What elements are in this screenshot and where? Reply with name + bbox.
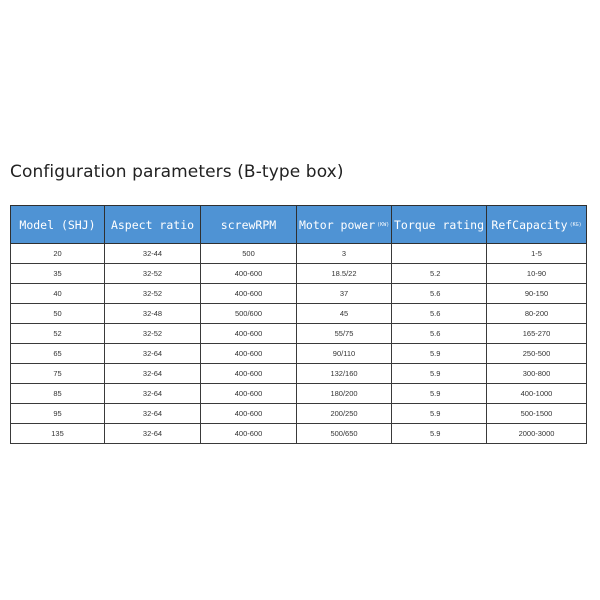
screw-rpm-cell: 400-600: [201, 264, 297, 284]
screw-rpm-cell: 400-600: [201, 324, 297, 344]
motor-power-cell: 3: [297, 244, 392, 264]
table-row: [11, 384, 587, 404]
screw-rpm-cell: 400-600: [201, 364, 297, 384]
table-row: [11, 424, 587, 444]
table-body: [11, 244, 587, 444]
column-header-label: Torque rating: [394, 217, 485, 232]
aspect-ratio-cell: 32-52: [105, 324, 201, 344]
motor-power-cell: 180/200: [297, 384, 392, 404]
header-screw-rpm: [201, 206, 297, 244]
screw-rpm-cell: 400-600: [201, 424, 297, 444]
model-cell: 85: [11, 384, 105, 404]
ref-capacity-cell: 1-5: [487, 244, 587, 264]
motor-power-cell: 200/250: [297, 404, 392, 424]
column-header-label: Motor power: [299, 217, 376, 232]
model-cell: 135: [11, 424, 105, 444]
config-parameters-table: [10, 205, 587, 444]
aspect-ratio-cell: 32-48: [105, 304, 201, 324]
aspect-ratio-cell: 32-52: [105, 264, 201, 284]
ref-capacity-cell: 500-1500: [487, 404, 587, 424]
model-cell: 40: [11, 284, 105, 304]
table-row: [11, 304, 587, 324]
table-row: [11, 264, 587, 284]
ref-capacity-cell: 10-90: [487, 264, 587, 284]
torque-rating-cell: 5.9: [392, 404, 487, 424]
torque-rating-cell: 5.6: [392, 324, 487, 344]
table-row: [11, 404, 587, 424]
header-model: [11, 206, 105, 244]
screw-rpm-cell: 400-600: [201, 404, 297, 424]
ref-capacity-cell: 90-150: [487, 284, 587, 304]
ref-capacity-cell: 2000-3000: [487, 424, 587, 444]
model-cell: 50: [11, 304, 105, 324]
table-row: [11, 344, 587, 364]
header-aspect-ratio: [105, 206, 201, 244]
torque-rating-cell: 5.6: [392, 284, 487, 304]
motor-power-cell: 90/110: [297, 344, 392, 364]
torque-rating-cell: 5.6: [392, 304, 487, 324]
model-cell: 35: [11, 264, 105, 284]
ref-capacity-cell: 400-1000: [487, 384, 587, 404]
header-ref-capacity: [487, 206, 587, 244]
motor-power-cell: 500/650: [297, 424, 392, 444]
torque-rating-cell: 5.9: [392, 384, 487, 404]
screw-rpm-cell: 400-600: [201, 284, 297, 304]
torque-rating-cell: 5.9: [392, 344, 487, 364]
column-header-label: RefCapacity: [491, 217, 568, 232]
motor-power-cell: 55/75: [297, 324, 392, 344]
ref-capacity-cell: 300-800: [487, 364, 587, 384]
torque-rating-cell: [392, 244, 487, 264]
screw-rpm-cell: 500/600: [201, 304, 297, 324]
table-header-row: [11, 206, 587, 244]
aspect-ratio-cell: 32-44: [105, 244, 201, 264]
torque-rating-cell: 5.9: [392, 364, 487, 384]
table-row: [11, 244, 587, 264]
screw-rpm-cell: 500: [201, 244, 297, 264]
model-cell: 20: [11, 244, 105, 264]
motor-power-cell: 45: [297, 304, 392, 324]
aspect-ratio-cell: 32-64: [105, 364, 201, 384]
column-header-label: Model (SHJ): [19, 217, 96, 232]
aspect-ratio-cell: 32-64: [105, 344, 201, 364]
column-unit-label: (KW): [377, 222, 390, 228]
model-cell: 65: [11, 344, 105, 364]
model-cell: 75: [11, 364, 105, 384]
column-unit-label: (KG): [569, 222, 582, 228]
aspect-ratio-cell: 32-64: [105, 404, 201, 424]
header-torque-rating: [392, 206, 487, 244]
column-header-label: screwRPM: [220, 217, 277, 232]
aspect-ratio-cell: 32-52: [105, 284, 201, 304]
table-row: [11, 324, 587, 344]
torque-rating-cell: 5.9: [392, 424, 487, 444]
motor-power-cell: 132/160: [297, 364, 392, 384]
header-motor-power: [297, 206, 392, 244]
screw-rpm-cell: 400-600: [201, 384, 297, 404]
model-cell: 95: [11, 404, 105, 424]
ref-capacity-cell: 165-270: [487, 324, 587, 344]
model-cell: 52: [11, 324, 105, 344]
motor-power-cell: 18.5/22: [297, 264, 392, 284]
page-title: Configuration parameters (B-type box): [10, 162, 344, 182]
aspect-ratio-cell: 32-64: [105, 384, 201, 404]
aspect-ratio-cell: 32-64: [105, 424, 201, 444]
torque-rating-cell: 5.2: [392, 264, 487, 284]
table-row: [11, 284, 587, 304]
column-header-label: Aspect ratio: [110, 217, 195, 232]
motor-power-cell: 37: [297, 284, 392, 304]
table-row: [11, 364, 587, 384]
ref-capacity-cell: 250-500: [487, 344, 587, 364]
screw-rpm-cell: 400-600: [201, 344, 297, 364]
ref-capacity-cell: 80-200: [487, 304, 587, 324]
